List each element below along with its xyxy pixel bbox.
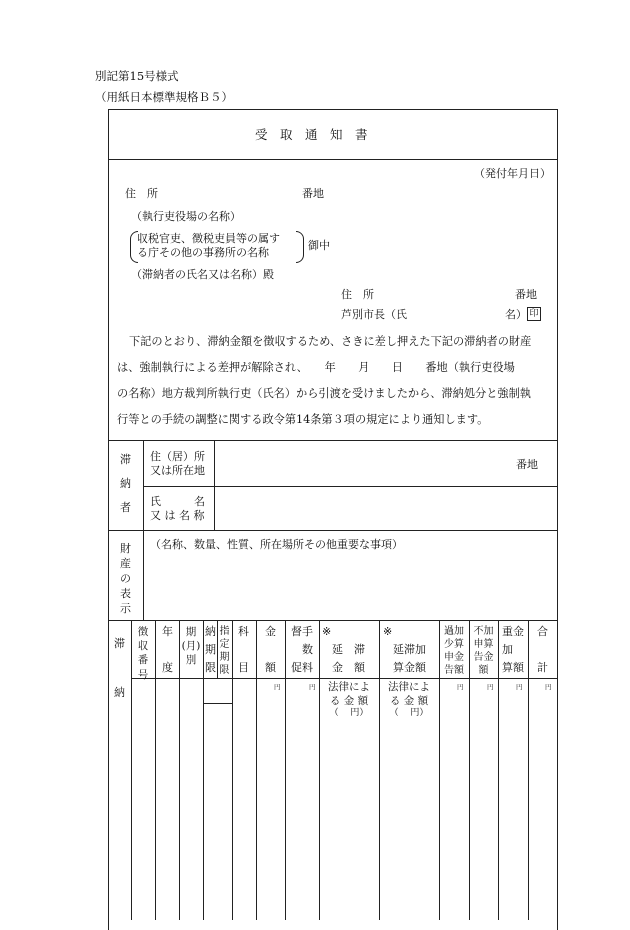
property-note: （名称、数量、性質、所在場所その他重要な事項）: [150, 538, 403, 551]
col-late-add-b: 延滞加: [393, 643, 426, 656]
issue-date: （発付年月日）: [474, 167, 551, 180]
late-add-law-amount: 法律によ る 金 額 （ 円）: [388, 681, 430, 719]
col-late-a: ※: [322, 625, 332, 638]
property-side-1: 財: [120, 542, 131, 555]
col-amount-a: 金: [265, 625, 276, 638]
bracket-right: [296, 231, 304, 263]
yen-underreport: 円: [457, 683, 464, 691]
body-line-1: 下記のとおり、滞納金額を徴収するため、さきに差し押えた下記の滞納者の財産: [129, 335, 532, 348]
seal-text: 印: [529, 309, 539, 319]
property-side-4: 表: [120, 587, 131, 600]
delinquent-name-label-2: 又 は 名 称: [150, 509, 205, 522]
delinquent-address-label-1: 住（居）所: [150, 450, 205, 463]
body-line-4: 行等との手続の調整に関する政令第14条第３項の規定により通知します。: [117, 413, 489, 426]
yen-heavy: 円: [516, 683, 523, 691]
delinquent-side-2: 納: [120, 477, 131, 490]
body-line-3: の名称）地方裁判所執行吏（氏名）から引渡を受けましたから、滞納処分と強制執: [117, 387, 531, 400]
onchu: 御中: [308, 239, 330, 252]
col-nonreport: 不加 申算 告金 額: [473, 626, 494, 676]
col-late-add-c: 算金額: [393, 661, 426, 674]
col-specified-due: 指 定 期 限: [219, 626, 230, 676]
delinquent-address-label-2: 又は所在地: [150, 464, 205, 477]
paper-size-note: （用紙日本標準規格Ｂ５）: [95, 90, 233, 104]
delinquent-side-3: 者: [120, 501, 131, 514]
addressee-address-label: 住 所: [125, 187, 158, 200]
amount-side-1: 滞: [114, 637, 125, 650]
sender-banchi: 番地: [515, 288, 537, 301]
form-title: 受 取 通 知 書: [255, 127, 368, 142]
col-due-c: 限: [205, 661, 216, 674]
col-total-b: 計: [537, 661, 548, 674]
yen-amount: 円: [274, 683, 281, 691]
col-item-a: 科: [238, 625, 249, 638]
body-line-2: は、強制執行による差押が解除され、 年 月 日 番地（執行吏役場: [117, 361, 515, 374]
col-period: 期 (月) 別: [181, 626, 201, 667]
col-total-a: 合: [537, 625, 548, 638]
late-law-amount: 法律によ る 金 額 （ 円）: [328, 681, 370, 719]
col-amount-b: 額: [265, 661, 276, 674]
col-late-b: 延 滞: [332, 643, 365, 656]
col-underreport: 過加 少算 申金 告額: [444, 626, 464, 676]
sender-address-label: 住 所: [341, 288, 374, 301]
col-fee-a: 督手: [291, 625, 313, 638]
office-name: （執行吏役場の名称）: [131, 210, 241, 223]
col-due-a: 納: [205, 625, 216, 638]
delinquent-name-line: （滞納者の氏名又は名称）殿: [131, 268, 274, 281]
delinquent-name-label-1: 氏 名: [150, 495, 205, 508]
property-side-5: 示: [120, 602, 131, 615]
col-collection-number: 徴 収 番 号: [137, 626, 149, 681]
col-due-b: 期: [205, 643, 216, 656]
col-heavy-a: 重金: [502, 625, 524, 638]
col-heavy-b: 加: [502, 643, 513, 656]
col-late-add-a: ※: [383, 625, 393, 638]
yen-total: 円: [545, 683, 552, 691]
form-number: 別記第15号様式: [95, 69, 179, 83]
seal-icon: [527, 307, 541, 321]
col-late-c: 金 額: [332, 661, 365, 674]
yen-fee: 円: [309, 683, 316, 691]
col-fee-c: 促料: [291, 661, 313, 674]
sender-name-end: 名）: [505, 308, 527, 321]
bracket-line-2: る庁その他の事務所の名称: [137, 246, 269, 259]
property-side-2: 産: [120, 557, 131, 570]
delinquent-side-1: 滞: [120, 453, 131, 466]
property-side-3: の: [120, 572, 131, 585]
delinquent-banchi: 番地: [516, 458, 538, 471]
col-fee-b: 数: [302, 643, 313, 656]
addressee-banchi: 番地: [302, 187, 324, 200]
col-item-b: 目: [238, 661, 249, 674]
yen-nonreport: 円: [487, 683, 494, 691]
col-year-a: 年: [162, 625, 173, 638]
sender-mayor: 芦別市長（氏: [341, 308, 407, 321]
amount-side-2: 納: [114, 686, 125, 699]
col-year-b: 度: [162, 661, 173, 674]
bracket-line-1: 収税官吏、徴税吏員等の属す: [137, 232, 280, 245]
col-heavy-c: 算額: [502, 661, 524, 674]
